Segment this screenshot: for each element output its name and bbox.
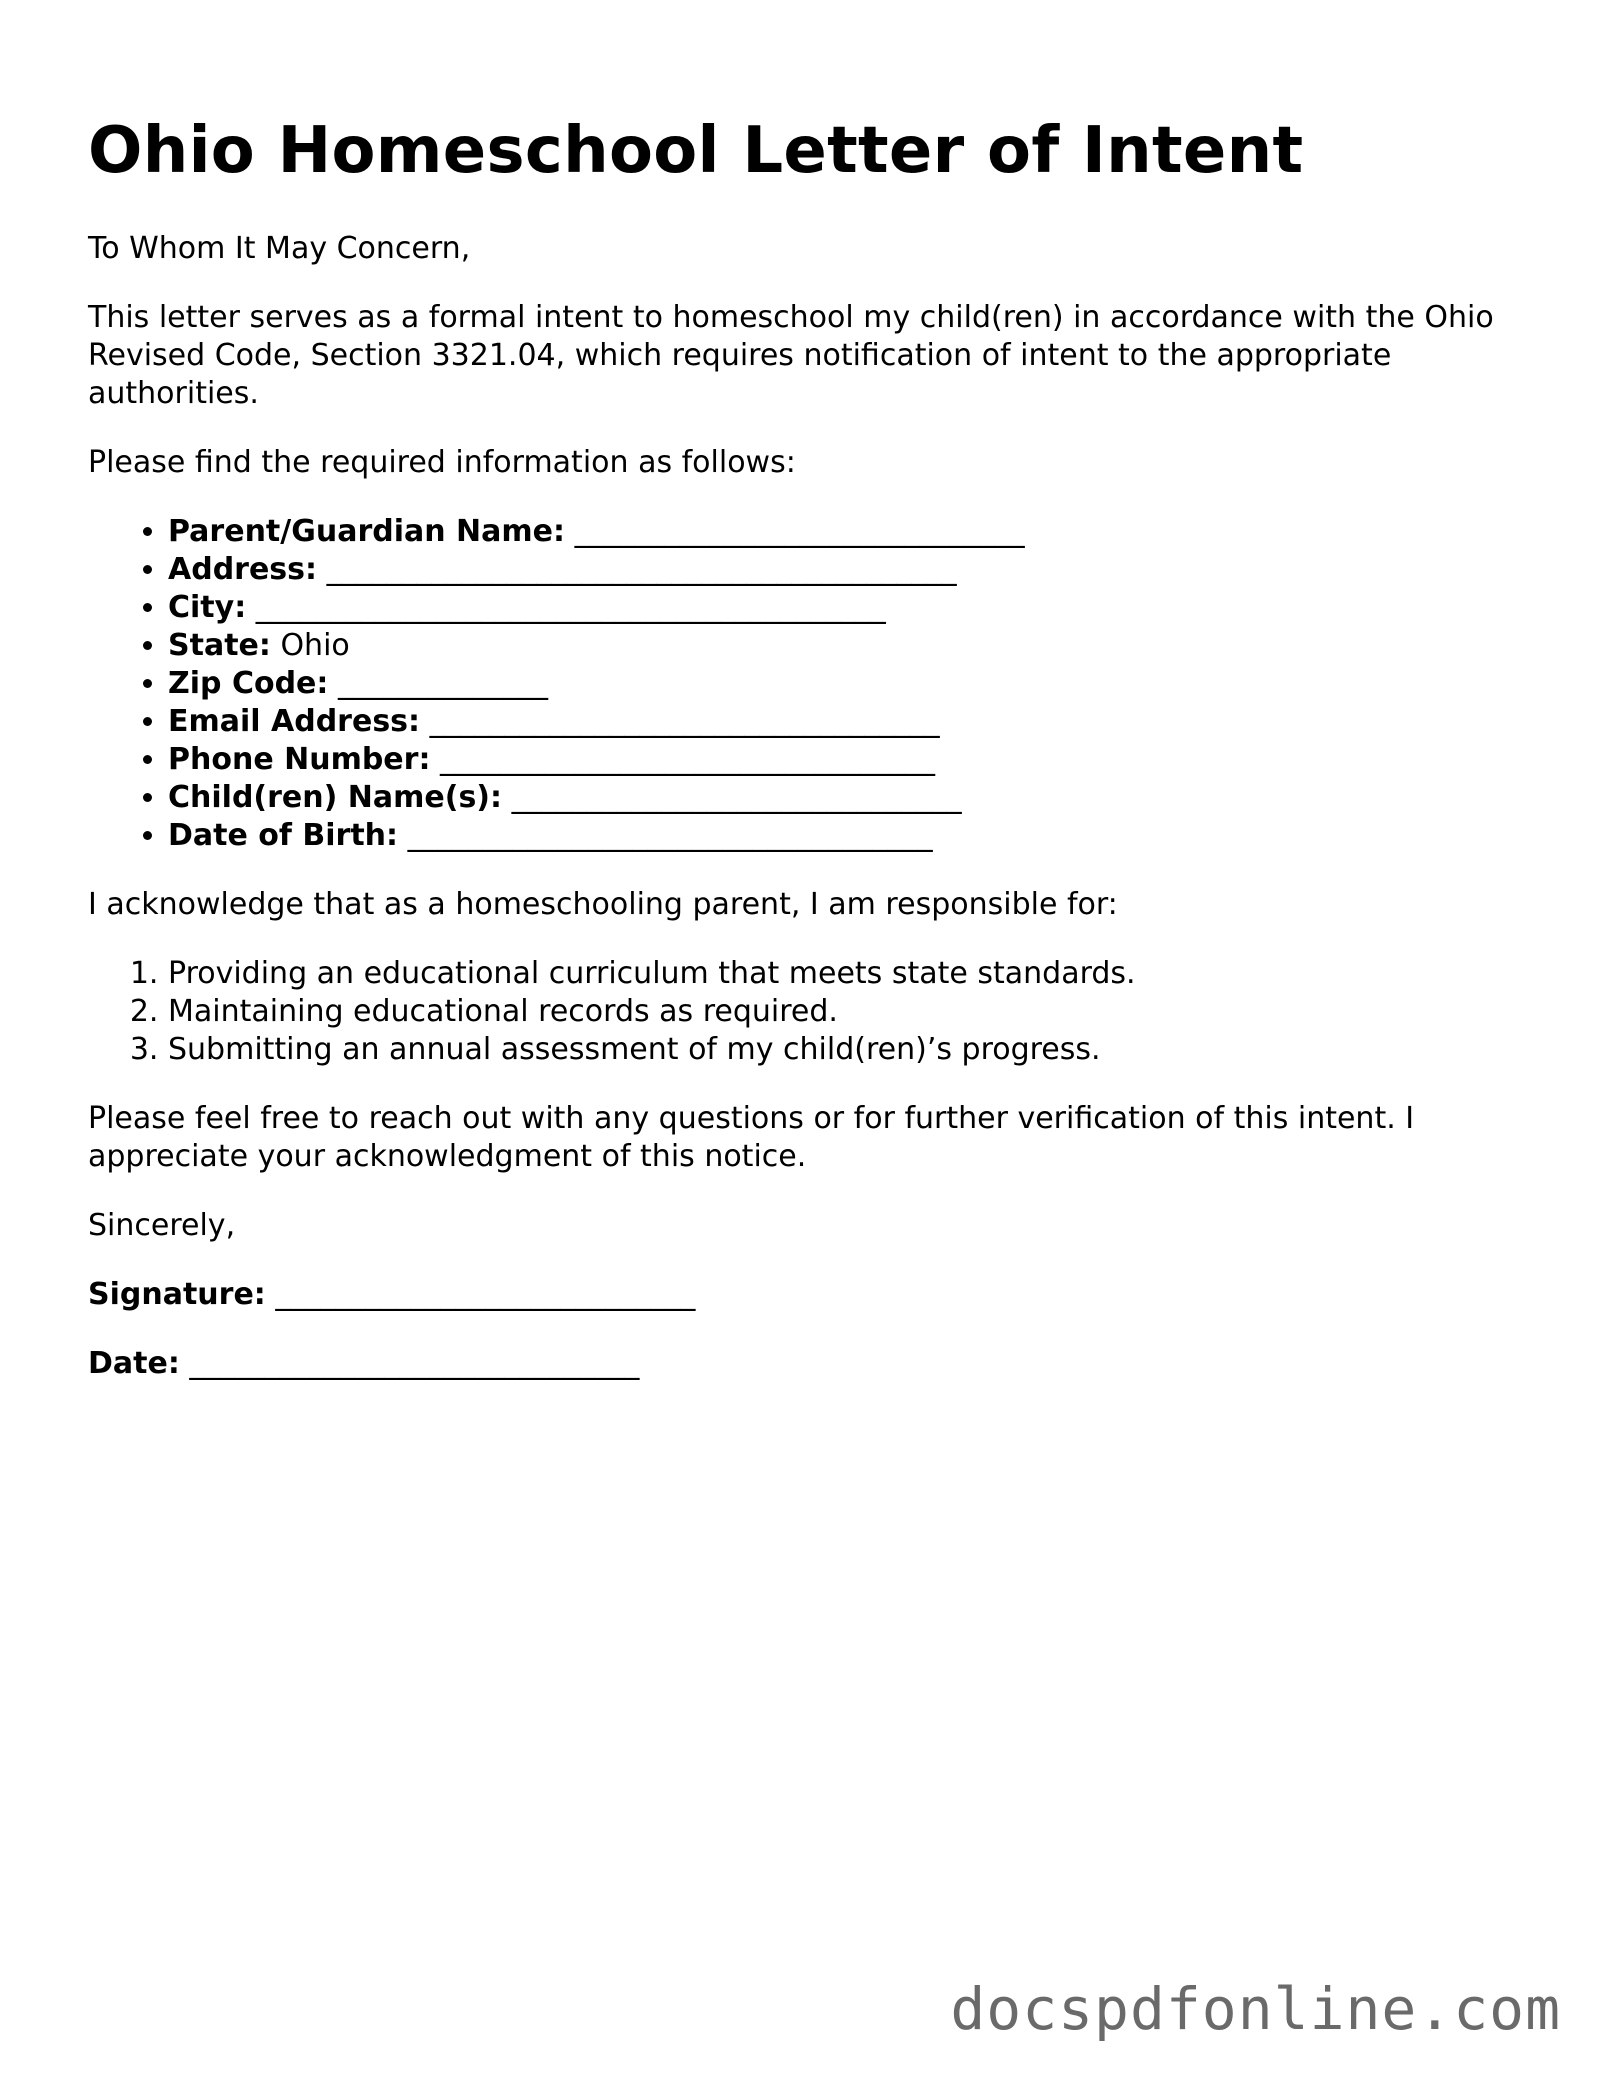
field-value: Ohio <box>280 628 350 663</box>
responsibility-item: 3. Submitting an annual assessment of my child(ren)’s progress. <box>168 1031 1528 1069</box>
field-label: Zip Code: <box>168 666 329 701</box>
field-blank: ___________________________________ <box>407 818 933 853</box>
field-state <box>168 627 1528 665</box>
watermark: docspdfonline.com <box>950 1975 1561 2043</box>
field-label: Date of Birth: <box>168 818 399 853</box>
sign-off: Sincerely, <box>88 1208 236 1243</box>
field-label: Parent/Guardian Name: <box>168 514 566 549</box>
closing-paragraph: Please feel free to reach out with any questions or for further verification of this intent. I appreciate your acknowledgment of this notice. <box>88 1101 1415 1174</box>
responsibility-list <box>88 955 1528 1069</box>
field-blank: __________________________________________ <box>326 552 957 587</box>
field-blank: ______________________________ <box>574 514 1025 549</box>
field-label: Phone Number: <box>168 742 431 777</box>
date-field[interactable] <box>88 1345 1528 1383</box>
responsibility-item: 2. Maintaining educational records as required. <box>168 993 1528 1031</box>
intro-paragraph: This letter serves as a formal intent to homeschool my child(ren) in accordance with the Ohio Revised Code, Section 3321.04, which requires notification of intent to the appropriate authorities. <box>88 300 1494 411</box>
field-blank: ______________ <box>337 666 548 701</box>
field-label: State: <box>168 628 271 663</box>
field-label: City: <box>168 590 247 625</box>
field-email[interactable] <box>168 703 1528 741</box>
signature-blank: ____________________________ <box>275 1277 696 1312</box>
field-label: Email Address: <box>168 704 421 739</box>
letter-document <box>88 108 1528 1414</box>
field-city[interactable] <box>168 589 1528 627</box>
field-blank: __________________________________ <box>429 704 940 739</box>
document-title: Ohio Homeschool Letter of Intent <box>88 114 1304 188</box>
field-children-names[interactable] <box>168 779 1528 817</box>
field-blank: ______________________________ <box>511 780 962 815</box>
field-label: Address: <box>168 552 318 587</box>
date-blank: ______________________________ <box>189 1346 640 1381</box>
field-address[interactable] <box>168 551 1528 589</box>
salutation: To Whom It May Concern, <box>88 231 471 266</box>
info-field-list <box>88 513 1528 855</box>
signature-field[interactable] <box>88 1276 1528 1314</box>
field-label: Child(ren) Name(s): <box>168 780 503 815</box>
field-blank: __________________________________________ <box>255 590 886 625</box>
field-zip-code[interactable] <box>168 665 1528 703</box>
field-phone[interactable] <box>168 741 1528 779</box>
signature-label: Signature: <box>88 1277 266 1312</box>
field-date-of-birth[interactable] <box>168 817 1528 855</box>
acknowledgment-lead: I acknowledge that as a homeschooling parent, I am responsible for: <box>88 887 1118 922</box>
date-label: Date: <box>88 1346 180 1381</box>
responsibility-item: 1. Providing an educational curriculum that meets state standards. <box>168 955 1528 993</box>
field-blank: _________________________________ <box>440 742 935 777</box>
info-lead: Please find the required information as follows: <box>88 445 796 480</box>
field-parent-name[interactable] <box>168 513 1528 551</box>
